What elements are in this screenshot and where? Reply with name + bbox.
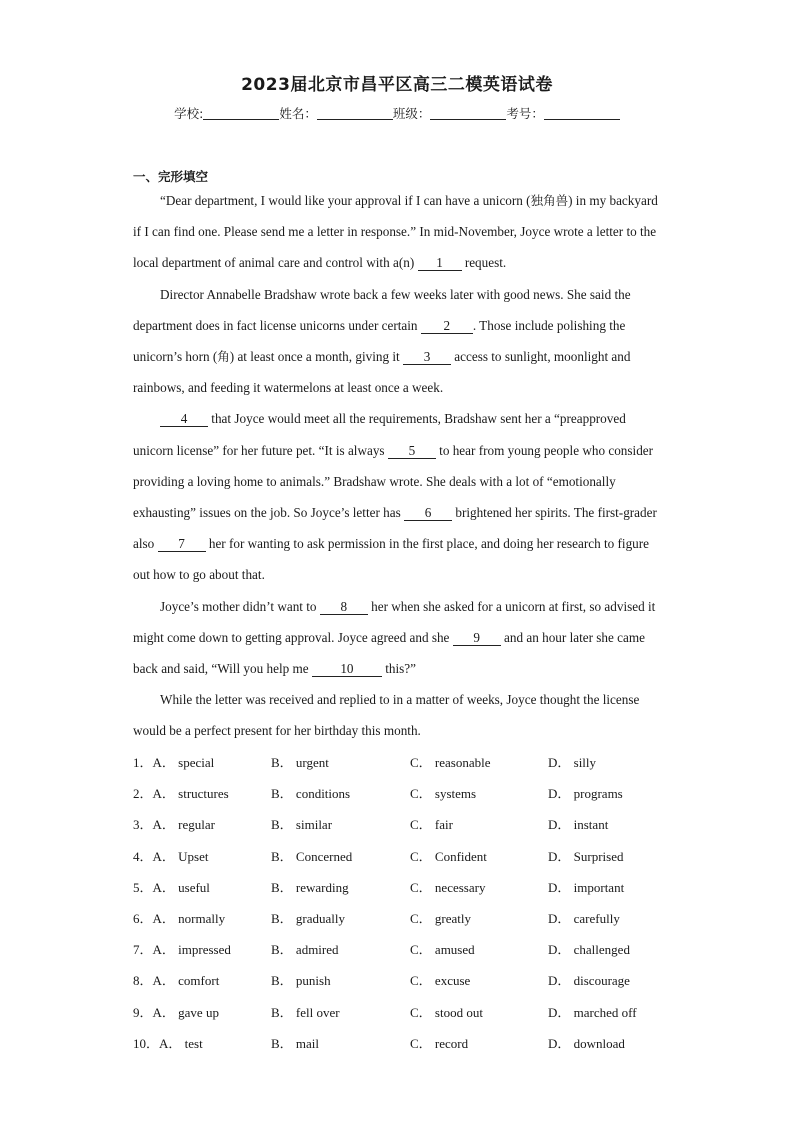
question-number: 8． xyxy=(133,973,153,989)
chinese-gloss: 独角兽 xyxy=(530,193,569,208)
question-row xyxy=(133,1028,693,1059)
option-a-text: A． Upset xyxy=(152,848,209,864)
option-a-text: A． normally xyxy=(152,910,226,926)
question-option-a[interactable] xyxy=(133,965,219,996)
question-option-a[interactable] xyxy=(133,841,208,872)
question-row xyxy=(133,872,693,903)
blank-5[interactable]: 5 xyxy=(388,443,436,459)
question-option-a[interactable] xyxy=(133,747,214,778)
question-option-c[interactable]: C． record xyxy=(410,1035,469,1051)
class-field[interactable] xyxy=(430,107,506,120)
question-row xyxy=(133,809,693,840)
question-row xyxy=(133,778,693,809)
text: . Those include polishing the unicorn’s horn ( xyxy=(133,317,626,365)
question-number: 4． xyxy=(133,848,153,864)
question-option-b[interactable]: B． rewarding xyxy=(271,879,349,895)
question-row xyxy=(133,997,693,1028)
question-option-a[interactable] xyxy=(133,934,231,965)
question-number: 9． xyxy=(133,1004,153,1020)
option-a-text: A． gave up xyxy=(152,1004,219,1020)
text: “Dear department, I would like your approval if I can have a unicorn ( xyxy=(160,193,531,208)
question-option-d[interactable]: D． Surprised xyxy=(548,848,624,864)
question-row xyxy=(133,965,693,996)
question-row xyxy=(133,934,693,965)
option-a-text: A． impressed xyxy=(152,942,231,958)
question-option-d[interactable]: D． download xyxy=(548,1035,625,1051)
question-option-b[interactable]: B． mail xyxy=(271,1035,320,1051)
blank-3[interactable]: 3 xyxy=(403,349,451,365)
question-number: 10． xyxy=(133,1035,160,1051)
text: that Joyce would meet all the requirements, Bradshaw sent her a “preapproved unicorn license” for her future pet. “It is always xyxy=(133,411,626,458)
question-row xyxy=(133,747,693,778)
question-option-b[interactable]: B． urgent xyxy=(271,755,329,770)
question-option-b[interactable]: B． gradually xyxy=(271,910,346,926)
school-label: 学校: xyxy=(174,106,204,121)
text: request. xyxy=(461,255,507,271)
question-option-d[interactable]: D． challenged xyxy=(548,942,630,958)
section-title: 一、完形填空 xyxy=(133,169,209,184)
question-option-c[interactable]: C． greatly xyxy=(410,910,472,926)
question-option-a[interactable] xyxy=(133,778,229,809)
blank-4[interactable]: 4 xyxy=(160,411,208,427)
question-number: 3． xyxy=(133,817,153,833)
question-option-c[interactable]: C． stood out xyxy=(410,1004,483,1020)
text: her for wanting to ask permission in the first place, and doing her research to figure out how to go about that. xyxy=(133,536,650,583)
question-option-b[interactable]: B． punish xyxy=(271,973,331,989)
question-option-b[interactable]: B． similar xyxy=(271,817,333,833)
question-option-c[interactable]: C． Confident xyxy=(410,848,487,864)
exam-no-field[interactable] xyxy=(544,107,620,120)
option-a-text: A． special xyxy=(152,755,215,770)
question-option-d[interactable]: D． marched off xyxy=(548,1004,637,1020)
blank-7[interactable]: 7 xyxy=(158,536,206,552)
question-option-d[interactable]: D． carefully xyxy=(548,910,620,926)
text: and an hour later she came back and said, “Will you help me xyxy=(133,629,645,677)
text: While the letter was received and replied to in a matter of weeks, Joyce thought the license would be a perfect present for her birthday this month. xyxy=(133,692,640,739)
blank-9[interactable]: 9 xyxy=(453,630,501,646)
paragraph-5 xyxy=(133,684,658,746)
blank-2[interactable]: 2 xyxy=(421,318,473,334)
blank-1[interactable]: 1 xyxy=(418,255,462,271)
school-field[interactable] xyxy=(203,107,279,120)
blank-8[interactable]: 8 xyxy=(320,599,368,615)
question-option-a[interactable] xyxy=(133,997,219,1028)
question-option-c[interactable]: C． amused xyxy=(410,942,475,958)
option-a-text: A． comfort xyxy=(152,973,220,989)
question-number: 6． xyxy=(133,910,153,926)
question-option-d[interactable]: D． silly xyxy=(548,755,597,770)
page-title: 2023届北京市昌平区高三二模英语试卷 xyxy=(241,75,553,95)
question-option-a[interactable] xyxy=(133,809,215,840)
question-row xyxy=(133,841,693,872)
option-a-text: A． test xyxy=(159,1035,203,1051)
paragraph-1 xyxy=(133,185,658,279)
question-number: 7． xyxy=(133,942,153,958)
question-number: 1． xyxy=(133,755,153,770)
question-option-d[interactable]: D． important xyxy=(548,879,625,895)
question-option-a[interactable] xyxy=(133,903,225,934)
question-option-b[interactable]: B． conditions xyxy=(271,786,351,802)
option-a-text: A． regular xyxy=(152,817,215,833)
question-option-d[interactable]: D． instant xyxy=(548,817,609,833)
question-option-c[interactable]: C． systems xyxy=(410,786,477,802)
question-option-b[interactable]: B． fell over xyxy=(271,1004,340,1020)
question-option-c[interactable]: C． excuse xyxy=(410,973,471,989)
question-option-b[interactable]: B． Concerned xyxy=(271,848,353,864)
paragraph-3 xyxy=(133,403,658,590)
question-option-c[interactable]: C． fair xyxy=(410,817,453,833)
question-option-d[interactable]: D． discourage xyxy=(548,973,630,989)
paragraph-4 xyxy=(133,591,658,685)
text: ) in my backyard if I can find one. Please send me a letter in response.” In mid-November, Joyce wrote a letter to the local department of animal care and control with a(n) xyxy=(133,193,658,271)
blank-10[interactable]: 10 xyxy=(312,661,382,677)
student-info-row xyxy=(0,104,794,122)
question-option-c[interactable]: C． reasonable xyxy=(410,755,491,770)
cloze-passage xyxy=(133,185,658,747)
text: to hear from young people who consider providing a loving home to animals.” Bradshaw wrote. She deals with a lot of “emotionally exhausting” issues on the job. So Joyce’s letter has xyxy=(133,442,654,521)
question-option-a[interactable] xyxy=(133,872,210,903)
option-a-text: A． useful xyxy=(152,879,210,895)
text: brightened her spirits. The first-grader also xyxy=(133,505,657,552)
name-field[interactable] xyxy=(317,107,393,120)
question-option-a[interactable] xyxy=(133,1028,203,1059)
text: access to sunlight, moonlight and rainbows, and feeding it watermelons at least once a week. xyxy=(133,349,631,396)
name-label: 姓名： xyxy=(279,106,317,121)
text: her when she asked for a unicorn at first, so advised it might come down to getting approval. Joyce agreed and she xyxy=(133,598,656,645)
text: this?” xyxy=(381,661,416,677)
question-number: 2． xyxy=(133,786,153,802)
class-label: 班级： xyxy=(392,106,431,121)
blank-6[interactable]: 6 xyxy=(404,505,452,521)
text: Director Annabelle Bradshaw wrote back a few weeks later with good news. She said the department does in fact license unicorns under certain xyxy=(133,286,631,333)
exam-no-label: 考号： xyxy=(506,106,544,121)
question-option-b[interactable]: B． admired xyxy=(271,942,339,958)
paragraph-2 xyxy=(133,279,658,404)
chinese-gloss: 角 xyxy=(217,349,230,365)
answer-options xyxy=(133,747,693,1059)
question-number: 5． xyxy=(133,879,153,895)
text: Joyce’s mother didn’t want to xyxy=(160,598,320,614)
question-option-c[interactable]: C． necessary xyxy=(410,879,486,895)
text: ) at least once a month, giving it xyxy=(229,349,403,365)
question-option-d[interactable]: D． programs xyxy=(548,786,623,802)
option-a-text: A． structures xyxy=(152,786,229,802)
question-row xyxy=(133,903,693,934)
